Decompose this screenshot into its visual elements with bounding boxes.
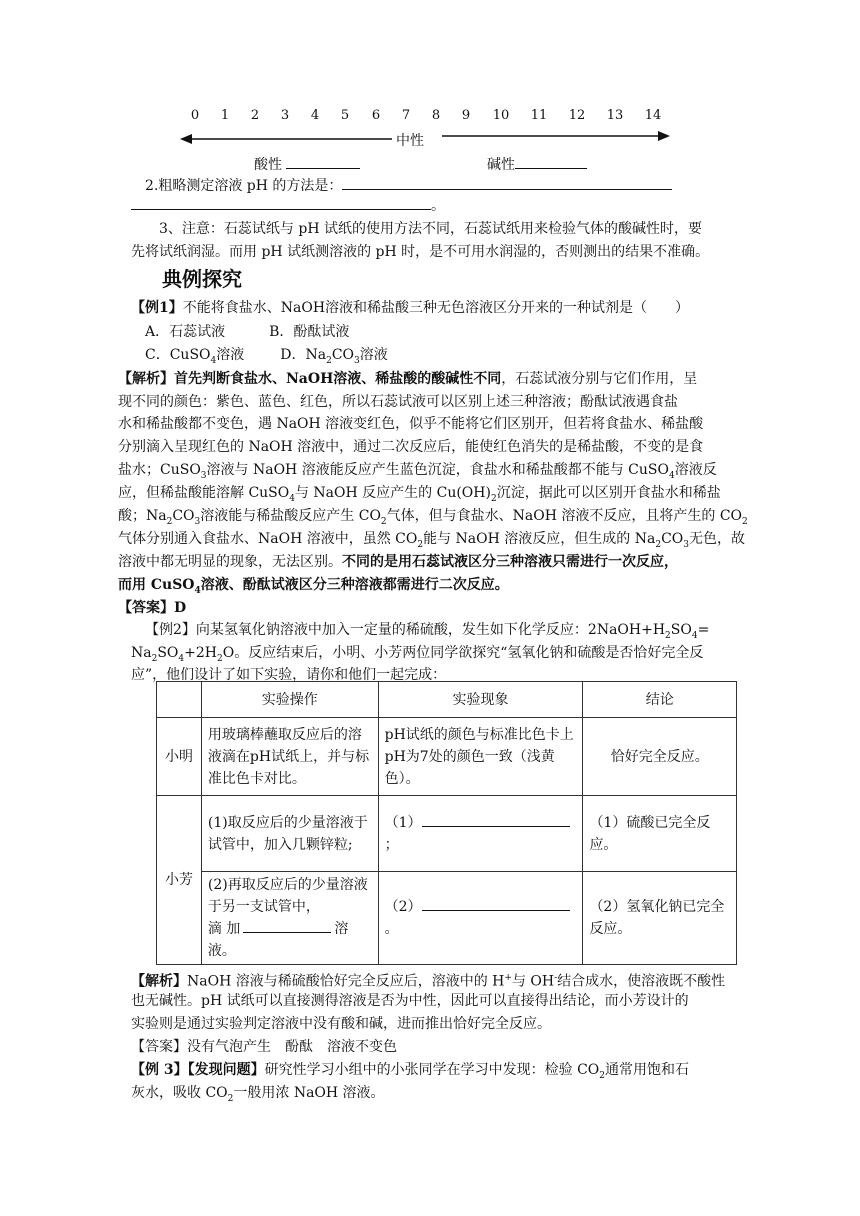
item2: 2.粗略测定溶液 pH 的方法是：: [145, 175, 672, 197]
ex2-l1: 【例2】向某氢氧化钠溶液中加入一定量的稀硫酸，发生如下化学反应：$2NaOH+H_2SO_4=$: [145, 622, 710, 641]
neutral-label: 中性: [396, 133, 424, 149]
ex3-l2: 灰水，吸收 $CO_2$一般用浓 NaOH 溶液。: [131, 1085, 385, 1104]
xiaoming-concl: 恰好完全反应。: [583, 718, 737, 796]
ph-tick: 13: [606, 108, 624, 123]
ph-tick: 3: [280, 108, 290, 123]
section-title: 典例探究: [162, 267, 242, 291]
xiaofang-concl2: （2）氢氧化钠已完全反应。: [583, 872, 737, 965]
xiaofang-op2: (2)再取反应后的少量溶液于另一支试管中， 滴 加 溶 液。: [201, 872, 378, 965]
ex1-question: 【例1】不能将食盐水、NaOH溶液和稀盐酸三种无色溶液区分开来的一种试剂是（ ）: [131, 300, 690, 316]
ph-tick: 0: [190, 108, 200, 123]
ex2-analysis-l3: 实验则是通过实验判定溶液中没有酸和碱，进而推出恰好完全反应。: [131, 1016, 551, 1032]
ph-tick: 11: [530, 108, 548, 123]
option-c[interactable]: C．CuSO$_4$溶液: [145, 347, 245, 366]
ex2-analysis-l2: 也无碱性。pH 试纸可以直接测得溶液是否为中性，因此可以直接得出结论，而小芳设计的: [131, 993, 689, 1009]
right-arrow-head-icon: [658, 131, 670, 141]
ex1-analysis-l8: 气体分别通入食盐水、NaOH 溶液中，虽然 $CO_2$能与 NaOH 溶液反应，但生成的 $Na_2CO_3$无色，故: [118, 531, 746, 550]
ph-tick: 9: [461, 108, 471, 123]
ph-tick: 14: [644, 108, 662, 123]
ex1-analysis-l7: 酸；$Na_2CO_3$溶液能与稀盐酸反应产生 $CO_2$气体，但与食盐水、NaOH 溶液不反应，且将产生的 $CO_2$: [118, 508, 748, 527]
ex1-analysis-l10: 而用 CuSO$_4$溶液、酚酞试液区分三种溶液都需进行二次反应。: [118, 577, 509, 596]
option-b[interactable]: B．酚酞试液: [269, 324, 350, 340]
ex2-l2: $Na_2SO_4+2H_2O$。反应结束后，小明、小芳两位同学欲探究“氢氧化钠和硫酸是否恰好完全反: [131, 645, 704, 664]
ph-tick: 7: [401, 108, 411, 123]
ph-tick: 6: [371, 108, 381, 123]
ex1-analysis-l3: 水和稀盐酸都不变色，遇 NaOH 溶液变红色，似乎不能将它们区别开，但若将食盐水、稀盐酸: [118, 416, 704, 432]
acid-label: 酸性: [254, 154, 360, 174]
xiaoming-op: 用玻璃棒蘸取反应后的溶液滴在pH试纸上，并与标准比色卡对比。: [201, 718, 378, 796]
phenom2-blank[interactable]: [422, 896, 570, 911]
ph-tick: 4: [310, 108, 320, 123]
ex1-analysis-l2: 现不同的颜色：紫色、蓝色、红色，所以石蕊试液可以区别上述三种溶液；酚酞试液遇食盐: [118, 394, 678, 410]
ph-tick: 12: [568, 108, 586, 123]
ex2-l3: 应”，他们设计了如下实验，请你和他们一起完成：: [131, 667, 447, 683]
ex1-analysis-l1: 【解析】首先判断食盐水、NaOH溶液、稀盐酸的酸碱性不同，石蕊试液分别与它们作用，呈: [118, 371, 698, 387]
experiment-table: [156, 681, 737, 965]
option-a[interactable]: A．石蕊试液: [145, 324, 226, 340]
ph-tick: 10: [492, 108, 510, 123]
xiaofang-concl1: （1）硫酸已完全反应。: [583, 796, 737, 872]
xiaofang-phenom2: （2）。: [378, 872, 583, 965]
xiaofang-op1: (1)取反应后的少量溶液于试管中，加入几颗锌粒;: [201, 796, 378, 872]
item2-blank-2[interactable]: [131, 195, 431, 210]
phenom1-blank[interactable]: [422, 812, 570, 827]
ex2-analysis-l1: 【解析】NaOH 溶液与稀硫酸恰好完全反应后，溶液中的 H+与 OH-结合成水，使溶液既不酸性: [131, 973, 726, 990]
ex2-answer: 【答案】没有气泡产生 酚酞 溶液不变色: [131, 1039, 397, 1055]
ex1-analysis-l5: 盐水；CuSO$_3$溶液与 NaOH 溶液能反应产生蓝色沉淀，食盐水和稀盐酸都不能与 CuSO$_4$溶液反: [118, 462, 717, 481]
base-blank[interactable]: [515, 154, 587, 169]
header-conclusion: 结论: [583, 682, 737, 718]
ex1-answer: 【答案】D: [118, 600, 187, 616]
xiaofang-name: 小芳: [157, 796, 202, 965]
ex1-analysis-l4: 分别滴入呈现红色的 NaOH 溶液中，通过二次反应后，能使红色消失的是稀盐酸，不变的是食: [118, 439, 704, 455]
header-empty: [157, 682, 202, 718]
header-phenomenon: 实验现象: [378, 682, 583, 718]
ex3-l1: 【例 3】【发现问题】研究性学习小组中的小张同学在学习中发现：检验 $CO_2$通常用饱和石: [131, 1062, 689, 1081]
ex1-analysis-l6: 应，但稀盐酸能溶解 CuSO$_4$与 NaOH 反应产生的 $Cu(OH)_2$沉淀，据此可以区别开食盐水和稀盐: [118, 485, 721, 504]
item2-blank[interactable]: [342, 175, 672, 190]
item3-line2: 先将试纸润湿。而用 pH 试纸测溶液的 pH 时，是不可用水润湿的，否则测出的结果不准确。: [131, 244, 710, 260]
xiaofang-phenom1: （1）；: [378, 796, 583, 872]
option-d[interactable]: D．$Na_2CO_3$溶液: [280, 347, 388, 366]
item2-cont: 。: [131, 195, 445, 217]
ph-tick: 5: [340, 108, 350, 123]
op2-blank[interactable]: [243, 918, 331, 933]
ph-tick: 8: [431, 108, 441, 123]
xiaoming-name: 小明: [157, 718, 202, 796]
xiaoming-phenom: pH试纸的颜色与标准比色卡上pH为7处的颜色一致（浅黄色）。: [378, 718, 583, 796]
ph-arrows: [180, 128, 670, 150]
ph-tick: 1: [220, 108, 230, 123]
acid-blank[interactable]: [286, 154, 360, 169]
base-label: 碱性: [487, 154, 587, 174]
left-arrow-head-icon: [180, 134, 192, 144]
ph-tick: 2: [250, 108, 260, 123]
ex1-options-ab: [145, 321, 349, 343]
item3-line1: 3、注意：石蕊试纸与 pH 试纸的使用方法不同，石蕊试纸用来检验气体的酸碱性时，要: [159, 221, 702, 237]
header-operation: 实验操作: [201, 682, 378, 718]
ex1-analysis-l9: 溶液中都无明显的现象，无法区别。不同的是用石蕊试液区分三种溶液只需进行一次反应，: [118, 554, 678, 570]
